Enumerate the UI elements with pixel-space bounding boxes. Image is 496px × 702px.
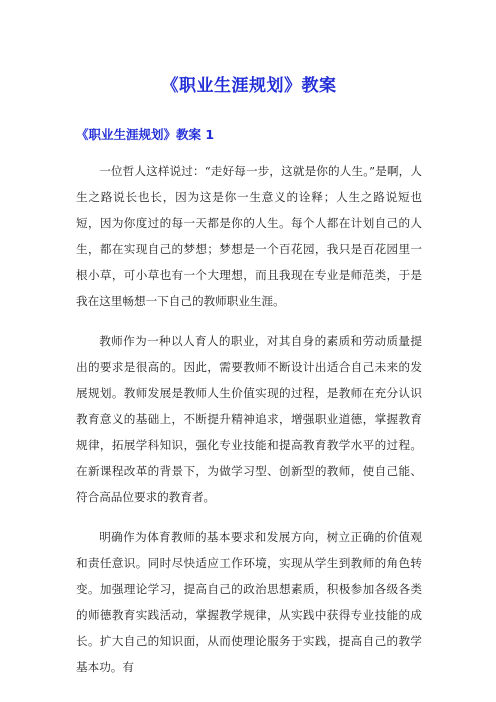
paragraph-2: 教师作为一种以人育人的职业，对其自身的素质和劳动质量提出的要求是很高的。因此，需要教师不断设计出适合自己未来的发展规划。教师发展是教师人生价值实现的过程，是教师在充分认识教育意义的基础上，不断提升精神追求，增强职业道德，掌握教育规律，拓展学科知识，强化专业技能和提高教育教学水平的过程。在新课程改革的背景下，为做学习型、创新型的教师，使自己能、符合高品位要求的教育者。 (76, 334, 422, 504)
paragraph-1: 一位哲人这样说过：“走好每一步，这就是你的人生。”是啊，人生之路说长也长，因为这是你一生意义的诠释；人生之路说短也短，因为你度过的每一天都是你的人生。每个人都在计划自己的人生，都在实现自己的梦想；梦想是一个百花园，我只是百花园里一根小草，可小草也有一个大理想，而且我现在专业是师范类，于是我在这里畅想一下自己的教师职业生涯。 (76, 164, 422, 308)
section-title: 《职业生涯规划》教案 1 (76, 127, 215, 142)
document-title: 《职业生涯规划》教案 (161, 76, 337, 96)
paragraph-3: 明确作为体育教师的基本要求和发展方向，树立正确的价值观和责任意识。同时尽快适应工作环境，实现从学生到教师的角色转变。加强理论学习，提高自己的政治思想素质，积极参加各级各类的师德教育实践活动，掌握教学规律，从实践中获得专业技能的成长。扩大自己的知识面，从而使理论服务于实践，提高自己的教学基本功。有 (76, 530, 422, 674)
